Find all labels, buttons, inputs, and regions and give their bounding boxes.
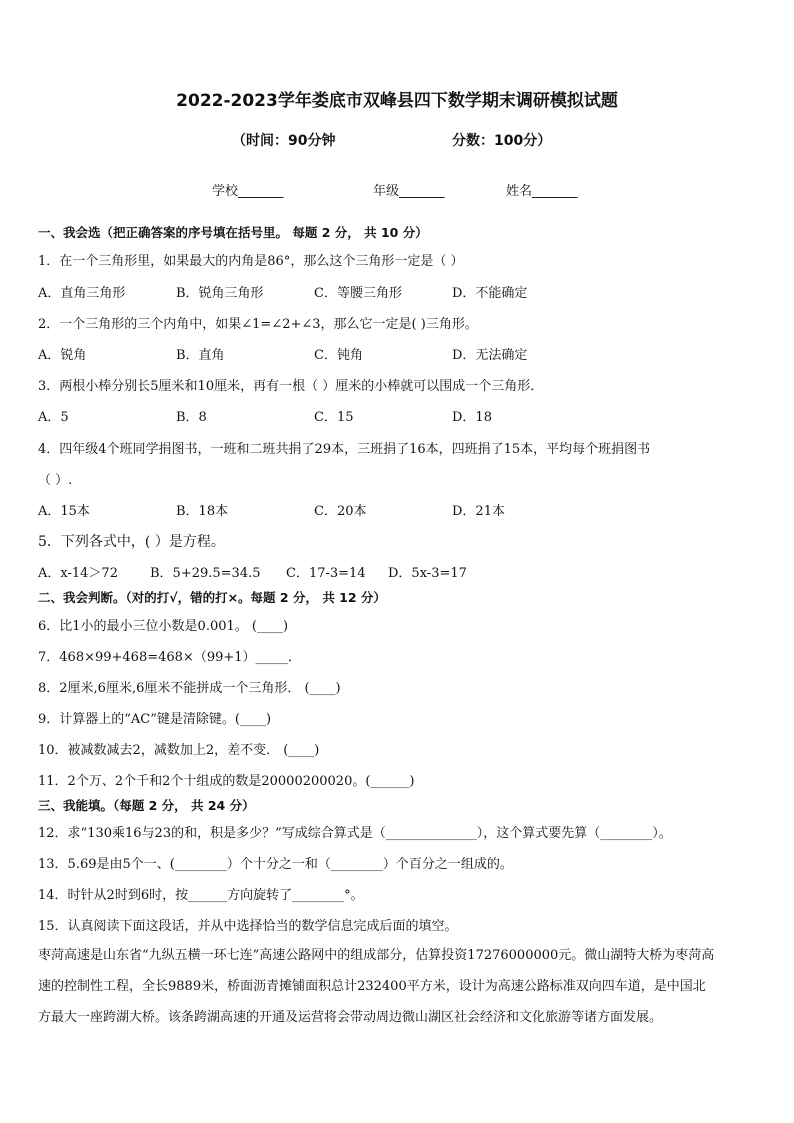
option-c: C．等腰三角形 — [314, 286, 402, 301]
section-heading: 三、我能填。（每题 2 分， 共 24 分） — [38, 798, 255, 813]
option-a: A．锐角 — [38, 348, 87, 363]
option-d: D．18 — [452, 410, 492, 425]
option-a: A．15本 — [38, 504, 90, 519]
option-d: D．21本 — [452, 504, 505, 519]
school-field[interactable]: 学校_______ — [212, 184, 284, 199]
question-text: 11．2个万、2个千和2个十组成的数是20000200020。(______) — [38, 774, 415, 789]
option-c: C．20本 — [314, 504, 367, 519]
page-title: 2022-2023学年娄底市双峰县四下数学期末调研模拟试题 — [176, 91, 618, 111]
question-text: 8．2厘米,6厘米,6厘米不能拼成一个三角形． (____) — [38, 681, 341, 696]
question-text: 3．两根小棒分别长5厘米和10厘米，再有一根（ ）厘米的小棒就可以围成一个三角形． — [38, 379, 544, 394]
name-field[interactable]: 姓名_______ — [506, 184, 578, 199]
option-d: D．不能确定 — [452, 286, 528, 301]
option-b: B．锐角三角形 — [176, 286, 264, 301]
option-a: A．5 — [38, 410, 69, 425]
option-a: A．x-14＞72 — [38, 566, 118, 581]
grade-field[interactable]: 年级_______ — [373, 184, 445, 199]
question-text: 7．468×99+468=468×（99+1）_____． — [38, 650, 302, 665]
question-text-continued: （ ）. — [38, 473, 73, 488]
option-c: C．17-3=14 — [286, 566, 366, 581]
option-c: C．15 — [314, 410, 354, 425]
option-a: A．直角三角形 — [38, 286, 126, 301]
question-text: 5．下列各式中，( ）是方程。 — [38, 534, 225, 550]
question-text: 6．比1小的最小三位小数是0.001。 (____) — [38, 619, 289, 634]
option-b: B．直角 — [176, 348, 225, 363]
section-heading: 一、我会选（把正确答案的序号填在括号里。 每题 2 分， 共 10 分） — [38, 225, 428, 240]
question-text: 13．5.69是由5个一、(________）个十分之一和（________）个百分之一组成的。 — [38, 857, 513, 872]
option-b: B．5+29.5=34.5 — [150, 566, 261, 581]
question-text: 14．时针从2时到6时，按______方向旋转了________°。 — [38, 888, 364, 903]
exam-time: （时间：90分钟 — [232, 133, 336, 149]
reading-paragraph-line: 速的控制性工程，全长9889米，桥面沥青摊铺面积总计232400平方米，设计为高速公路标准双向四车道，是中国北 — [38, 979, 706, 994]
reading-paragraph-line: 方最大一座跨湖大桥。该条跨湖高速的开通及运营将会带动周边微山湖区社会经济和文化旅游等诸方面发展。 — [38, 1010, 663, 1025]
option-b: B．18本 — [176, 504, 229, 519]
option-c: C．钝角 — [314, 348, 363, 363]
question-text: 15．认真阅读下面这段话，并从中选择恰当的数学信息完成后面的填空。 — [38, 919, 458, 934]
reading-paragraph-line: 枣菏高速是山东省“九纵五横一环七连”高速公路网中的组成部分，估算投资17276000000元。微山湖特大桥为枣菏高 — [38, 948, 715, 963]
exam-score: 分数：100分） — [452, 133, 552, 149]
question-text: 9．计算器上的“AC”键是清除键。(____) — [38, 712, 272, 727]
question-text: 2．一个三角形的三个内角中，如果∠1=∠2+∠3，那么它一定是( )三角形。 — [38, 317, 478, 332]
option-b: B．8 — [176, 410, 207, 425]
section-heading: 二、我会判断。（对的打√，错的打×。每题 2 分， 共 12 分） — [38, 590, 386, 605]
question-text: 4．四年级4个班同学捐图书，一班和二班共捐了29本，三班捐了16本，四班捐了15本，平均每个班捐图书 — [38, 442, 651, 457]
option-d: D．5x-3=17 — [388, 566, 467, 581]
option-d: D．无法确定 — [452, 348, 528, 363]
question-text: 1．在一个三角形里，如果最大的内角是86°，那么这个三角形一定是（ ） — [38, 254, 464, 269]
question-text: 12．求“130乘16与23的和，积是多少？”写成综合算式是（______________），这个算式要先算（________）。 — [38, 826, 672, 841]
question-text: 10．被减数减去2，减数加上2，差不变． (____) — [38, 743, 320, 758]
